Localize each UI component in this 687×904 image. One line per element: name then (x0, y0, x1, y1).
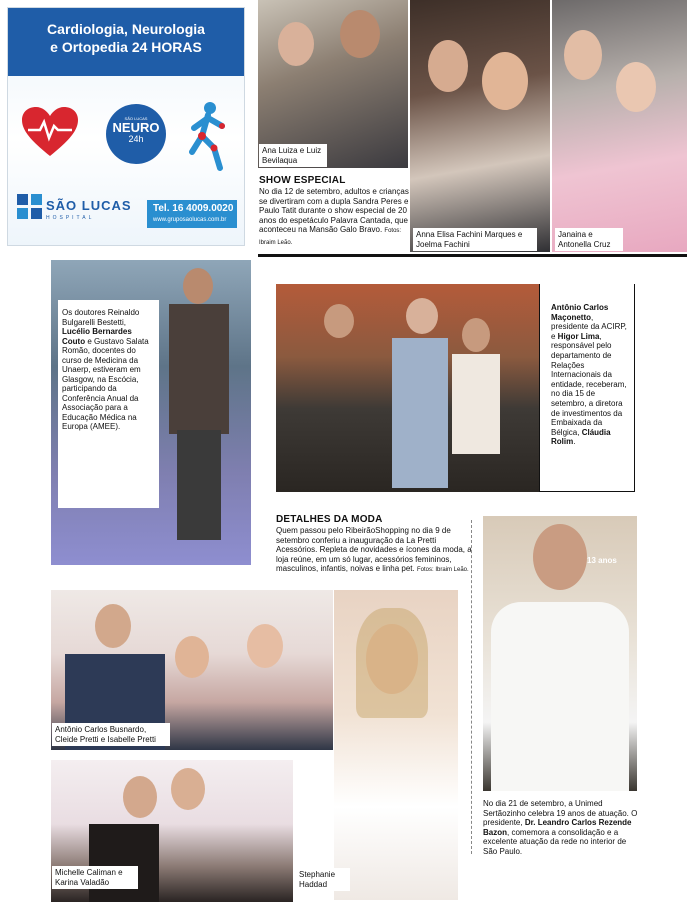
face-shape (564, 30, 602, 80)
photo-stephanie-haddad (334, 590, 458, 900)
acirp-name-3: Cláudia Rolim (551, 427, 611, 447)
poster-text: 13 anos (587, 556, 617, 565)
face-shape (406, 298, 438, 334)
face-shape (95, 604, 131, 648)
photo-janaina-antonella (552, 0, 687, 252)
face-shape (171, 768, 205, 810)
photo-caption: Antônio Carlos Busnardo, Cleide Pretti e Isabelle Pretti (52, 723, 170, 746)
face-shape (123, 776, 157, 818)
photo-acirp-meeting (276, 284, 540, 492)
show-especial-text: No dia 12 de setembro, adultos e crianças se divertiram com a dupla Sandra Peres e Paulo Tatit durante o show especial de 20 anos do espetáculo Palavra Cantada, que aconteceu na Mansão Galo Bravo. (259, 187, 409, 235)
photo-caption: Ana Luiza e Luiz Bevilaqua (259, 144, 327, 167)
acirp-caption (551, 303, 631, 447)
face-shape (175, 636, 209, 678)
ad-telephone: Tel. 16 4009.0020 (153, 203, 234, 214)
hospital-logo-name: SÃO LUCAS (46, 198, 132, 213)
acirp-name-1: Antônio Carlos Maçonetto (551, 303, 609, 322)
ad-title-line-2: e Ortopedia 24 HORAS (50, 39, 202, 55)
ad-website: www.gruposaolucas.com.br (153, 217, 227, 223)
trousers-shape (177, 430, 221, 540)
photo-caption: Anna Elisa Fachini Marques e Joelma Fachini (413, 228, 537, 251)
acirp-box-line (539, 284, 540, 492)
photo-ana-luiza-luiz (258, 0, 408, 168)
unimed-text-1: No dia 21 de setembro, a Unimed Sertãozinho celebra 19 anos de atuação. O presidente, (483, 799, 638, 828)
shirt-shape (491, 602, 629, 791)
hospital-logo-icon (17, 194, 43, 220)
face-shape (616, 62, 656, 112)
glasgow-text-a: Os doutores Reinaldo Bulgarelli Bestetti, (62, 308, 140, 327)
face-shape (324, 304, 354, 338)
hair-shape (356, 608, 428, 718)
ad-title (8, 20, 244, 56)
glasgow-text-bold: Lucélio Bernardes Couto (62, 327, 132, 346)
column-divider (471, 520, 472, 854)
ad-title-line-1: Cardiologia, Neurologia (47, 21, 205, 37)
face-shape (340, 10, 380, 58)
acirp-text-1: , presidente da ACIRP, e (551, 312, 627, 341)
face-shape (428, 40, 468, 92)
hospital-logo-sub: HOSPITAL (46, 215, 95, 221)
dress-shape (452, 354, 500, 454)
shirt-shape (392, 338, 448, 488)
neuro-badge-small-text: SÃO LUCAS (124, 116, 148, 121)
face-shape (462, 318, 490, 352)
photo-unimed-president (483, 516, 637, 791)
photo-caption: Michelle Caliman e Karina Valadão (52, 866, 138, 889)
glasgow-caption (58, 300, 159, 508)
acirp-text-3: . (573, 437, 576, 447)
unimed-name: Dr. Leandro Carlos Rezende Bazon (483, 818, 632, 837)
glasgow-text-b: e Gustavo Salata Romão, docentes do curso de Medicina da Unaerp, estiveram em Glasgow, na Escócia, participando da Conferência Anual da Associação para a Educação Médica na Europa (AMEE). (62, 336, 149, 431)
show-especial-heading: SHOW ESPECIAL (259, 175, 346, 186)
hospital-ad[interactable] (7, 7, 245, 246)
photo-credit: Fotos: Ibraim Leão. (259, 228, 402, 246)
acirp-text-2: , responsável pelo departamento de Relações Internacionais da entidade, receberam, no dia 15 de setembro, a diretora de investimentos da Embaixada da Bélgica, (551, 331, 627, 437)
unimed-caption (483, 799, 639, 857)
moda-text: Quem passou pelo RibeirãoShopping no dia 9 de setembro conferiu a inauguração da La Pretti Acessórios. Repleta de novidades e ícones da moda, a loja reúne, em um só lugar, acessórios femininos, masculinos, infantis, noivas e linha pet. (276, 526, 472, 574)
neuro-badge-hours: 24h (128, 134, 144, 144)
photo-caption: Janaina e Antonella Cruz (555, 228, 623, 251)
face-shape (278, 22, 314, 66)
face-shape (183, 268, 213, 304)
face-shape (482, 52, 528, 110)
face-shape (533, 524, 587, 590)
neuro-24h-badge (106, 104, 166, 164)
dress-shape (89, 824, 159, 902)
acirp-box-line (634, 284, 635, 492)
show-especial-body (259, 187, 409, 249)
acirp-box-line (539, 491, 635, 492)
acirp-name-2: Higor Lima (557, 331, 600, 341)
heart-pulse-icon (20, 106, 80, 158)
ad-title-banner (8, 8, 244, 76)
runner-anatomy-icon (180, 100, 235, 172)
unimed-text-2: , comemora a consolidação e a excelente atuação da rede no interior de São Paulo. (483, 827, 627, 856)
suit-shape (169, 304, 229, 434)
section-divider (258, 254, 687, 257)
face-shape (247, 624, 283, 668)
photo-caption: Stephanie Haddad (296, 868, 350, 891)
ad-contact-box (147, 200, 237, 228)
moda-body (276, 526, 472, 576)
neuro-badge-title: NEURO (112, 120, 160, 135)
moda-heading: DETALHES DA MODA (276, 514, 383, 525)
photo-anna-elisa-joelma (410, 0, 550, 252)
photo-credit: Fotos: Ibraim Leão. (416, 567, 469, 574)
